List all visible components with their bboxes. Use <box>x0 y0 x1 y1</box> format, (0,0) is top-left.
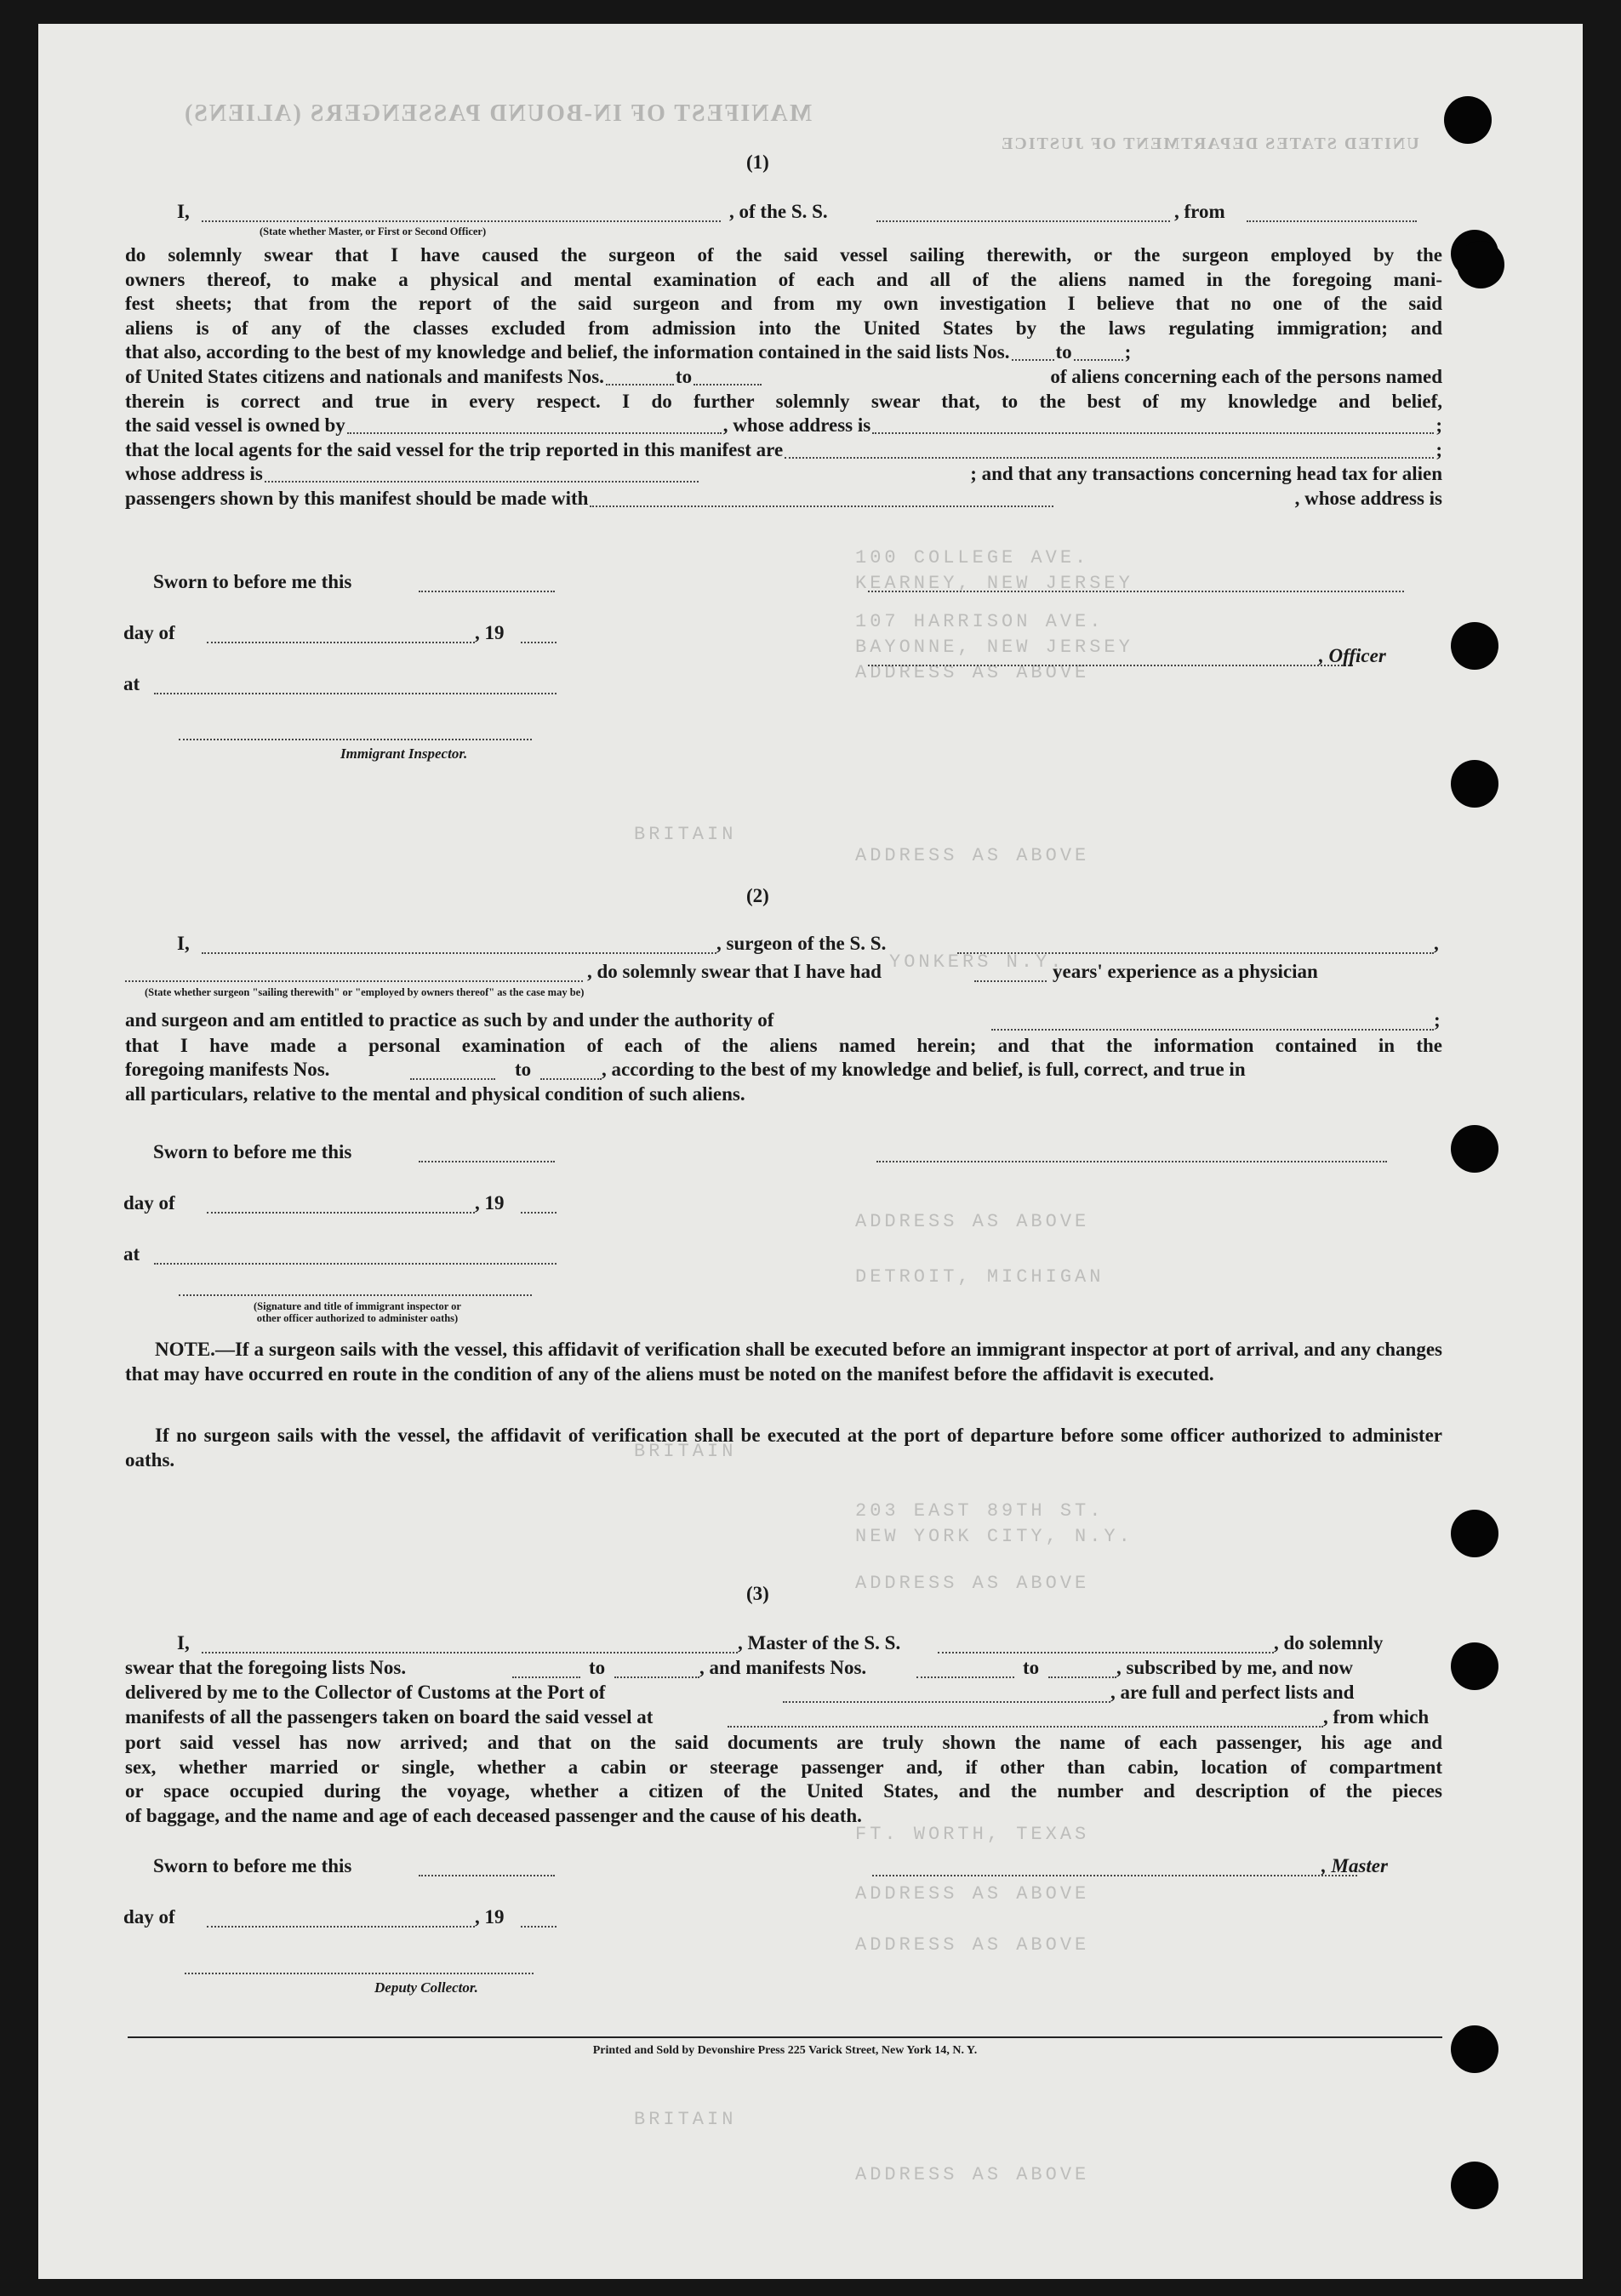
knowledge-text: , according to the best of my knowledge and belief, is full, correct, and true in <box>602 1059 1246 1080</box>
departure-port-field[interactable] <box>728 1726 1323 1728</box>
surgeon-vessel-field[interactable] <box>957 952 1434 954</box>
ghost-row: YONKERS N.Y. <box>889 951 1065 973</box>
punch-hole <box>1444 96 1492 144</box>
year-field[interactable] <box>521 1212 557 1214</box>
s1-line-whose <box>125 462 1442 487</box>
personal-exam-text: that I have made a personal examination of each of the aliens named herein; and that the information contained in the <box>125 1035 1442 1056</box>
s1-line-manifests <box>125 365 1442 390</box>
ghost-row: ADDRESS AS ABOVE <box>855 1573 1090 1594</box>
sworn-date-field[interactable] <box>419 591 555 592</box>
inspector-signature-field[interactable] <box>179 1294 532 1296</box>
swear-lists-label: swear that the foregoing lists Nos. <box>125 1657 407 1678</box>
head-tax-text: ; and that any transactions concerning head tax for alien <box>970 463 1442 485</box>
surgeon-of-label: , surgeon of the S. S. <box>716 933 887 954</box>
master-signature-field[interactable] <box>872 1875 1357 1876</box>
ghost-row: BRITAIN <box>634 824 737 845</box>
section-2-i: I, <box>177 933 190 954</box>
at-label: at <box>123 1243 140 1265</box>
owner-address-field[interactable] <box>872 431 1434 434</box>
ghost-row: ADDRESS AS ABOVE <box>855 1883 1090 1905</box>
sworn-label: Sworn to before me this <box>153 571 352 592</box>
year-label: , 19 <box>475 1192 505 1214</box>
note-text: —If a surgeon sails with the vessel, this affidavit of verification shall be executed before an immigrant inspector at port of arrival, and any changes that may have occurred en route in the condition of any of the aliens must be noted on the manifest before the affidavit is executed. <box>125 1339 1442 1385</box>
footer-rule <box>128 2036 1442 2038</box>
authority-text: and surgeon and am entitled to practice as such by and under the authority of <box>125 1009 774 1031</box>
officer-title-field[interactable] <box>868 665 1353 666</box>
ghost-header-1: MANIFEST OF IN-BOUND PASSENGERS (ALIENS) <box>183 100 813 127</box>
particulars-text: all particulars, relative to the mental and physical condition of such aliens. <box>125 1083 745 1105</box>
day-of-label: day of <box>123 1192 175 1214</box>
master-of-label: , Master of the S. S. <box>738 1632 901 1653</box>
s1-line: do solemnly swear that I have caused the surgeon of the said vessel sailing therewith, or the surgeon employed by the <box>125 244 1442 266</box>
to-label: to <box>589 1657 606 1678</box>
do-solemnly-label: , do solemnly swear that I have had <box>587 961 882 982</box>
ghost-row: KEARNEY, NEW JERSEY <box>855 573 1133 594</box>
s1-line-owned: the said vessel is owned by , whose address is ; <box>125 414 1442 438</box>
ghost-row: 203 EAST 89TH ST. <box>855 1500 1104 1522</box>
manifests-from-field[interactable] <box>606 383 674 386</box>
to-label: to <box>515 1059 532 1080</box>
full-perfect-label: , are full and perfect lists and <box>1110 1682 1355 1703</box>
deputy-collector-label: Deputy Collector. <box>374 1979 478 1996</box>
section-2-number: (2) <box>746 885 769 906</box>
no-surgeon-paragraph: If no surgeon sails with the vessel, the affidavit of verification shall be executed at the port of departure before some officer authorized to administer oaths. <box>125 1425 1442 1471</box>
s1-line-agents: that the local agents for the said vessel for the trip reported in this manifest are ; <box>125 438 1442 463</box>
ghost-row: ADDRESS AS ABOVE <box>855 662 1090 683</box>
agents-address-field[interactable] <box>265 480 699 483</box>
manifest-from-field[interactable] <box>410 1078 495 1080</box>
inspector-signature-field[interactable] <box>179 739 532 740</box>
of-the-ss-label: , of the S. S. <box>729 201 828 222</box>
ghost-row: DETROIT, MICHIGAN <box>855 1266 1104 1288</box>
at-place-field[interactable] <box>154 693 557 694</box>
owned-by-text: the said vessel is owned by <box>125 414 345 437</box>
manifest-page: MANIFEST OF IN-BOUND PASSENGERS (ALIENS) UNITED STATES DEPARTMENT OF JUSTICE 100 COLLEGE AVE. KEARNEY, NEW JERSEY 107 HARRISON AVE. BAYONNE, NEW JERSEY ADDRESS AS ABOVE BRITAIN ADDRESS AS ABOVE YONKERS N.Y. ADDRESS AS ABOVE DETROIT, MICHIGAN BRITAIN 203 EAST 89TH ST. NEW YORK CITY, N.Y. ADDRESS AS ABOVE FT. WORTH, TEXAS ADDRESS AS ABOVE ADDRESS AS ABOVE BRITAIN ADDRESS AS ABOVE (1) I, , of the S. S. , from (State whether Master, or First or Second Officer) do solemnly swear that I have caused the surgeon of the said vessel sailing therewith, or the surgeon employed by the owners thereof, to make a physical and mental examination of each and all of the aliens named in the foregoing mani- fest sheets; that from the report of the said surgeon and from my own investigation I believe that no one of the said aliens is of any of the classes excluded from admission into the United States by the laws regulating immigration; and that also, according to the best of my knowledge and belief, the information contained in the said lists Nos. to ; of United States citizens and nationals and manifests Nos. to of aliens concerning each of the persons named therein is correct and true in every respect. I do further solemnly swear that, to the best of my knowledge and belief, the said vessel is owned by , whose address is ; that the local agents for the said vessel for the trip reported in this manifest are ; whose address is ; and that any transactions concerning head tax for alien passengers shown by this manifest should be made with , whose address is Sworn to before me this day of , 19 , Officer at Immigrant Inspector. (2) I, , surgeon of the S. S. , , do solemnly swear that I have had years' experience as a physician (State whether surgeon "sailing therewith" or "employed by owners thereof" as the case may be) and surgeon and am entitled to practice as such by and under the authority of ; that I have made a personal examination of each of the aliens named herein; and that the information contained in the foregoing manifests Nos. to , according to the best of my knowledge and belief, is full, correct, and true in all particulars, relative to the mental and physical condition of such aliens. Sworn to before me this day of , 19 at (Signature and title of immigrant inspector or other officer authorized to administer oaths) NOTE.—If a surgeon sails with the vessel, this affidavit of verification shall be executed before an immigrant inspector at port of arrival, and any changes that may have occurred en route in the condition of any of the aliens must be noted on the manifest before the affidavit is executed. If no surgeon sails with the vessel, the affidavit of verification shall be executed at the port of departure before some officer authorized to administer oaths. (3) I, , Master of the S. S. , do solemnly swear that the foregoing lists Nos. to , and manifests Nos. to , subscribed by me, and now delivered by me to the Collector of Customs at the Port of , are full and perfect lists and manifests of all the passengers taken on board the said vessel at , from which port said vessel has now arrived; and that on the said documents are truly shown the name of each passenger, his age and sex, whether married or single, whether a cabin or steerage passenger and, if other than cabin, location of compartment or space occupied during the voyage, whether a citizen of the United States, and the number and description of the pieces of baggage, and the name and age of each deceased passenger and the cause of his death. Sworn to before me this , Master day of , 19 Deputy Collector. Printed and Sold by Devonshire Press 225 Varick Street, New York 14, N. Y. <box>38 24 1583 2279</box>
years-experience-label: years' experience as a physician <box>1053 961 1318 982</box>
ghost-row: 100 COLLEGE AVE. <box>855 547 1090 568</box>
punch-hole <box>1457 241 1504 288</box>
ghost-row: ADDRESS AS ABOVE <box>855 1211 1090 1232</box>
surgeon-signature-field[interactable] <box>876 1161 1387 1162</box>
lists-from-field[interactable] <box>1012 358 1054 361</box>
inspector-label: Immigrant Inspector. <box>340 745 468 762</box>
surgeon-note-paragraph <box>125 1338 1442 1386</box>
section-3-body <box>125 1731 1442 1828</box>
ghost-row: 107 HARRISON AVE. <box>855 611 1104 632</box>
section-3-number: (3) <box>746 1583 769 1604</box>
surgeon-name-field[interactable] <box>202 952 716 954</box>
year-field[interactable] <box>521 1926 557 1928</box>
month-field[interactable] <box>207 642 475 643</box>
s1-line-passengers <box>125 487 1442 511</box>
from-which-label: , from which <box>1323 1706 1430 1728</box>
ghost-row: FT. WORTH, TEXAS <box>855 1824 1090 1845</box>
section-3-i: I, <box>177 1632 190 1653</box>
s1-lists-text: that also, according to the best of my knowledge and belief, the information contained in the said lists Nos. <box>125 341 1010 363</box>
day-of-label: day of <box>123 622 175 643</box>
s1-line: fest sheets; that from the report of the said surgeon and from my own investigation I believe that no one of the said <box>125 293 1442 315</box>
ghost-row: BRITAIN <box>634 1441 737 1462</box>
from-label: , from <box>1174 201 1225 222</box>
ghost-row: NEW YORK CITY, N.Y. <box>855 1526 1133 1547</box>
passengers-text: passengers shown by this manifest should be made with <box>125 487 589 509</box>
s1-line-lists: that also, according to the best of my knowledge and belief, the information contained in the said lists Nos. to ; <box>125 340 1442 365</box>
owner-field[interactable] <box>347 431 722 434</box>
agents-field[interactable] <box>785 456 1434 459</box>
surgeon-note: (State whether surgeon "sailing therewith" or "employed by owners thereof" as the case may be) <box>145 986 585 998</box>
lists-to-field[interactable] <box>614 1676 699 1678</box>
punch-hole <box>1451 2162 1498 2209</box>
punch-hole <box>1451 1125 1498 1173</box>
sworn-date-field[interactable] <box>419 1875 555 1876</box>
master-vessel-field[interactable] <box>938 1652 1274 1653</box>
manifests-from-field[interactable] <box>916 1676 1014 1678</box>
printer-credit: Printed and Sold by Devonshire Press 225 Varick Street, New York 14, N. Y. <box>592 2044 978 2057</box>
punch-hole <box>1451 622 1498 670</box>
collector-port-field[interactable] <box>783 1701 1110 1703</box>
s1-line: therein is correct and true in every respect. I do further solemnly swear that, to the best of my knowledge and belief, <box>125 390 1442 412</box>
whose-address-label: whose address is <box>125 463 263 485</box>
day-of-label: day of <box>123 1906 175 1928</box>
subscribed-label: , subscribed by me, and now <box>1116 1657 1353 1678</box>
agents-text: that the local agents for the said vessel for the trip reported in this manifest are <box>125 438 784 460</box>
ghost-row: ADDRESS AS ABOVE <box>855 2164 1090 2185</box>
section-1-number: (1) <box>746 151 769 173</box>
officer-note: (State whether Master, or First or Second Officer) <box>260 226 487 237</box>
month-field[interactable] <box>207 1212 475 1214</box>
signature-note-2: other officer authorized to administer oaths) <box>256 1312 459 1324</box>
s3-line: or space occupied during the voyage, whether a citizen of the United States, and the number and description of the pieces <box>125 1780 1442 1802</box>
vessel-name-field[interactable] <box>876 220 1170 222</box>
ghost-row: ADDRESS AS ABOVE <box>855 1934 1090 1956</box>
officer-label: , Officer <box>1319 645 1386 666</box>
sworn-label: Sworn to before me this <box>153 1141 352 1162</box>
punch-hole <box>1451 1510 1498 1557</box>
do-solemnly-label: , do solemnly <box>1274 1632 1384 1653</box>
year-label: , 19 <box>475 1906 505 1928</box>
deputy-signature-field[interactable] <box>185 1973 534 1974</box>
ghost-header-2: UNITED STATES DEPARTMENT OF JUSTICE <box>1000 134 1419 153</box>
years-experience-field[interactable] <box>974 980 1047 982</box>
sworn-label: Sworn to before me this <box>153 1855 352 1876</box>
sworn-date-field[interactable] <box>419 1161 555 1162</box>
master-label: , Master <box>1321 1855 1388 1876</box>
whose-address-text: , whose address is <box>722 414 871 437</box>
ghost-row: ADDRESS AS ABOVE <box>855 845 1090 866</box>
and-manifests-label: , and manifests Nos. <box>699 1657 867 1678</box>
to-label: to <box>675 365 693 387</box>
at-place-field[interactable] <box>154 1263 557 1265</box>
manifest-to-field[interactable] <box>540 1078 602 1080</box>
s3-line: of baggage, and the name and age of each deceased passenger and the cause of his death. <box>125 1804 862 1826</box>
ghost-row: BRITAIN <box>634 2109 737 2130</box>
lists-to-field[interactable] <box>1074 358 1123 361</box>
at-label: at <box>123 673 140 694</box>
punch-hole <box>1451 760 1498 808</box>
authority-field[interactable] <box>991 1029 1434 1031</box>
year-label: , 19 <box>475 622 505 643</box>
s3-line: port said vessel has now arrived; and that on the said documents are truly shown the name of each passenger, his age and <box>125 1732 1442 1753</box>
foregoing-manifests-label: foregoing manifests Nos. <box>125 1059 330 1080</box>
to-label: to <box>1055 341 1072 363</box>
manifests-to-field[interactable] <box>1048 1676 1116 1678</box>
whose-address-text: , whose address is <box>1294 487 1442 509</box>
surgeon-status-field[interactable] <box>125 980 583 982</box>
manifests-to-field[interactable] <box>693 383 762 386</box>
s1-line: aliens is of any of the classes excluded from admission into the United States by the laws regulating immigration; and <box>125 317 1442 339</box>
year-field[interactable] <box>521 642 557 643</box>
from-port-field[interactable] <box>1247 220 1417 222</box>
officer-name-field[interactable] <box>202 220 721 222</box>
ghost-row: BAYONNE, NEW JERSEY <box>855 637 1133 658</box>
punch-hole <box>1451 1642 1498 1690</box>
section-1-body <box>125 243 1442 511</box>
s1-manifests-text: of United States citizens and nationals and manifests Nos. <box>125 365 604 387</box>
s1-line: owners thereof, to make a physical and mental examination of each and all of the aliens named in the foregoing mani- <box>125 268 1442 290</box>
to-label: to <box>1023 1657 1040 1678</box>
section-1-i: I, <box>177 201 190 222</box>
officer-signature-field[interactable] <box>868 591 1404 592</box>
manifests-of-label: manifests of all the passengers taken on board the said vessel at <box>125 1706 654 1728</box>
lists-from-field[interactable] <box>512 1676 580 1678</box>
note-label: NOTE. <box>155 1339 215 1360</box>
signature-note-1: (Signature and title of immigrant inspector or <box>254 1300 461 1312</box>
delivered-label: delivered by me to the Collector of Customs at the Port of <box>125 1682 606 1703</box>
aliens-concerning-text: of aliens concerning each of the persons named <box>1050 365 1442 387</box>
month-field[interactable] <box>207 1926 475 1928</box>
head-tax-party-field[interactable] <box>590 505 1053 507</box>
master-name-field[interactable] <box>202 1652 738 1653</box>
punch-hole <box>1451 2025 1498 2073</box>
s3-line: sex, whether married or single, whether a cabin or steerage passenger and, if other than cabin, location of compartment <box>125 1756 1442 1778</box>
